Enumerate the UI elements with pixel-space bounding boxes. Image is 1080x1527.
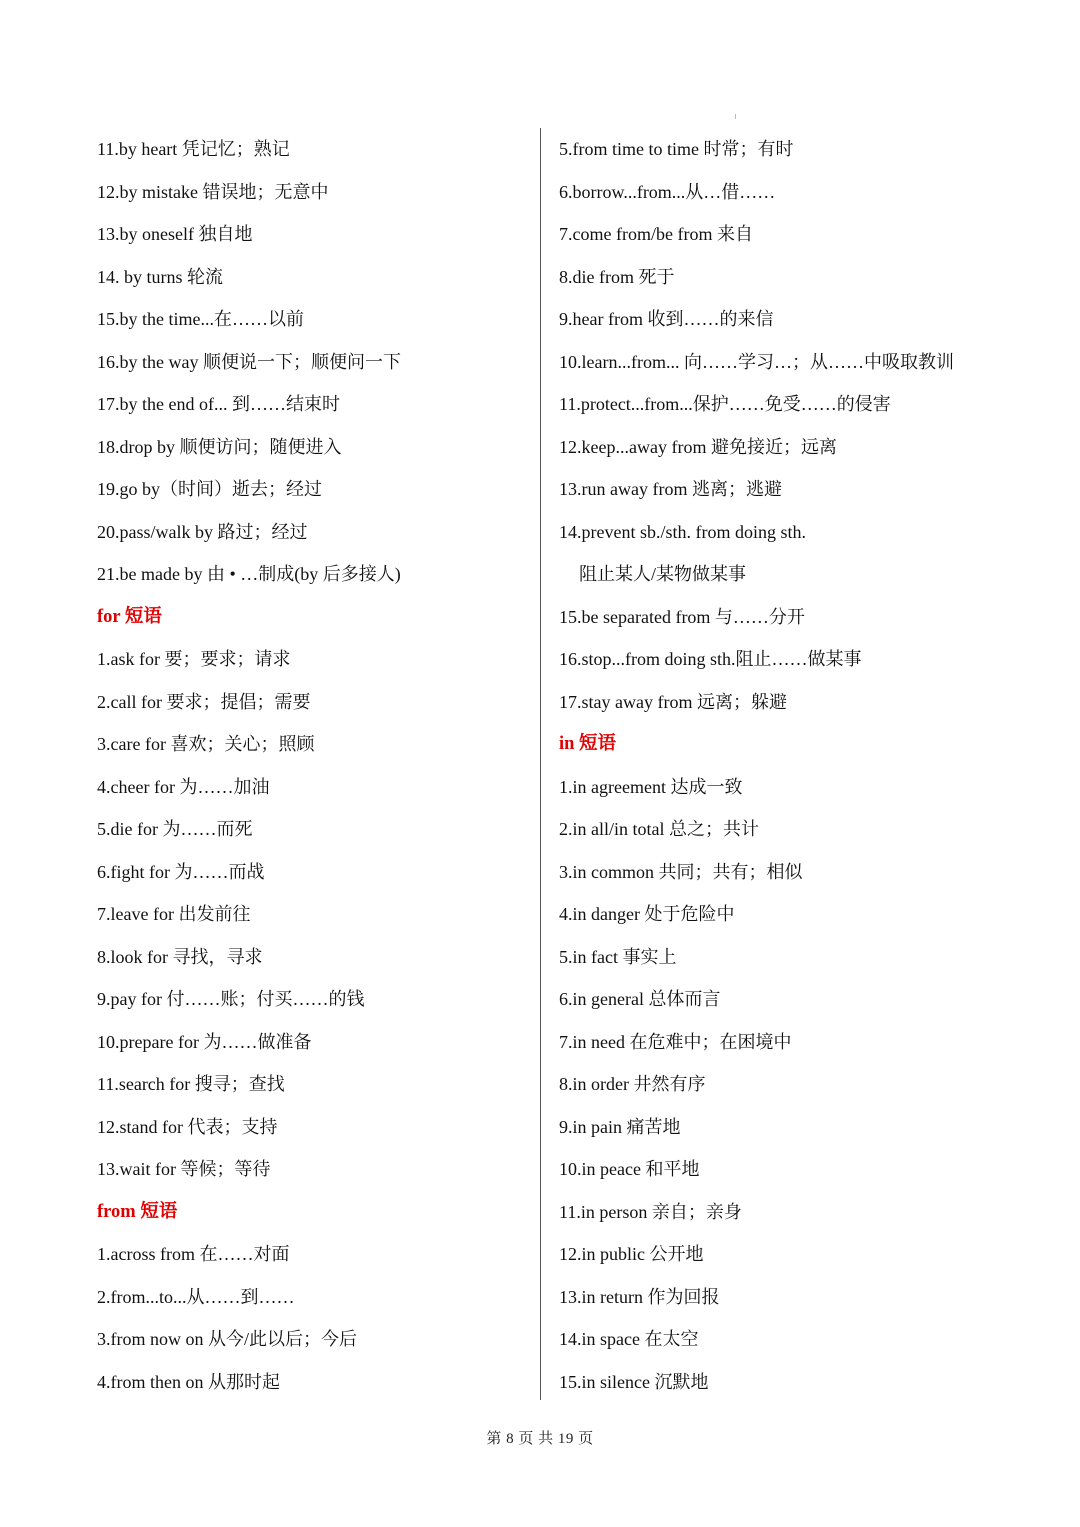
phrase-item: 14. by turns 轮流 — [97, 266, 223, 287]
phrase-item: 13.run away from 逃离；逃避 — [559, 479, 782, 499]
phrase-item: 17.stay away from 远离；躲避 — [559, 691, 787, 712]
phrase-item: 19.go by（时间）逝去；经过 — [97, 479, 322, 499]
phrase-item: 13.by oneself 独自地 — [97, 224, 253, 244]
phrase-item: 9.pay for 付……账；付买……的钱 — [97, 989, 365, 1009]
phrase-item: 7.leave for 出发前往 — [97, 904, 251, 924]
phrase-item: 5.die for 为……而死 — [97, 819, 253, 839]
phrase-item: 10.learn...from... 向……学习…；从……中吸取教训 — [559, 351, 954, 372]
phrase-item: 8.die from 死于 — [559, 266, 675, 287]
phrase-item: 14.in space 在太空 — [559, 1329, 699, 1349]
phrase-item: 10.in peace 和平地 — [559, 1159, 700, 1179]
column-divider — [540, 128, 541, 1400]
phrase-item: 15.by the time...在……以前 — [97, 309, 304, 329]
phrase-item: 15.be separated from 与……分开 — [559, 606, 805, 627]
phrase-item: 7.come from/be from 来自 — [559, 224, 753, 244]
phrase-item: 16.by the way 顺便说一下；顺便问一下 — [97, 351, 401, 372]
phrase-item: 13.wait for 等候；等待 — [97, 1159, 271, 1179]
phrase-item: 18.drop by 顺便访问；随便进入 — [97, 436, 342, 457]
phrase-item: 8.in order 井然有序 — [559, 1074, 706, 1094]
page-footer: 第 8 页 共 19 页 — [486, 1431, 594, 1447]
phrase-item: 9.hear from 收到……的来信 — [559, 309, 774, 329]
phrase-item: 17.by the end of... 到……结束时 — [97, 394, 340, 414]
top-mark — [735, 114, 736, 119]
phrase-item: 21.be made by 由 • …制成(by 后多接人) — [97, 564, 401, 584]
section-heading: for 短语 — [97, 606, 162, 627]
phrase-item: 11.in person 亲自；亲身 — [559, 1201, 742, 1222]
phrase-item: 4.from then on 从那时起 — [97, 1371, 280, 1392]
phrase-item: 3.from now on 从今/此以后；今后 — [97, 1329, 357, 1349]
phrase-item: 16.stop...from doing sth.阻止……做某事 — [559, 649, 862, 669]
phrase-item: 5.from time to time 时常；有时 — [559, 139, 794, 159]
phrase-item: 2.from...to...从……到…… — [97, 1286, 295, 1307]
phrase-item: 6.fight for 为……而战 — [97, 861, 265, 882]
phrase-item: 6.borrow...from...从…借…… — [559, 181, 776, 202]
section-heading: from 短语 — [97, 1201, 178, 1222]
phrase-item: 3.care for 喜欢；关心；照顾 — [97, 734, 315, 754]
phrase-item: 10.prepare for 为……做准备 — [97, 1031, 312, 1052]
phrase-item: 11.protect...from...保护……免受……的侵害 — [559, 394, 891, 414]
phrase-item: 1.across from 在……对面 — [97, 1244, 290, 1264]
phrase-item: 15.in silence 沉默地 — [559, 1371, 709, 1392]
phrase-item: 12.by mistake 错误地；无意中 — [97, 181, 329, 202]
phrase-item: 12.keep...away from 避免接近；远离 — [559, 436, 837, 457]
phrase-item: 8.look for 寻找，寻求 — [97, 946, 263, 967]
left-column — [97, 128, 527, 1403]
right-column — [559, 128, 1029, 1403]
phrase-item: 7.in need 在危难中；在困境中 — [559, 1031, 792, 1052]
phrase-item: 11.by heart 凭记忆；熟记 — [97, 139, 290, 159]
phrase-item: 4.in danger 处于危险中 — [559, 904, 735, 924]
phrase-item: 1.in agreement 达成一致 — [559, 776, 743, 797]
phrase-item: 4.cheer for 为……加油 — [97, 776, 270, 797]
phrase-item: 6.in general 总体而言 — [559, 989, 721, 1009]
phrase-item: 9.in pain 痛苦地 — [559, 1116, 681, 1137]
phrase-item: 12.in public 公开地 — [559, 1244, 704, 1264]
section-heading: in 短语 — [559, 734, 617, 754]
phrase-item: 5.in fact 事实上 — [559, 946, 677, 967]
phrase-item: 2.in all/in total 总之；共计 — [559, 819, 759, 839]
phrase-item: 20.pass/walk by 路过；经过 — [97, 521, 308, 542]
phrase-item: 13.in return 作为回报 — [559, 1286, 720, 1307]
phrase-item: 3.in common 共同；共有；相似 — [559, 861, 803, 882]
phrase-item-continuation: 阻止某人/某物做某事 — [579, 564, 747, 584]
phrase-item: 1.ask for 要；要求；请求 — [97, 649, 291, 669]
phrase-item: 14.prevent sb./sth. from doing sth. — [559, 521, 806, 542]
phrase-item: 11.search for 搜寻；查找 — [97, 1074, 285, 1094]
phrase-item: 12.stand for 代表；支持 — [97, 1116, 278, 1137]
phrase-item: 2.call for 要求；提倡；需要 — [97, 691, 311, 712]
